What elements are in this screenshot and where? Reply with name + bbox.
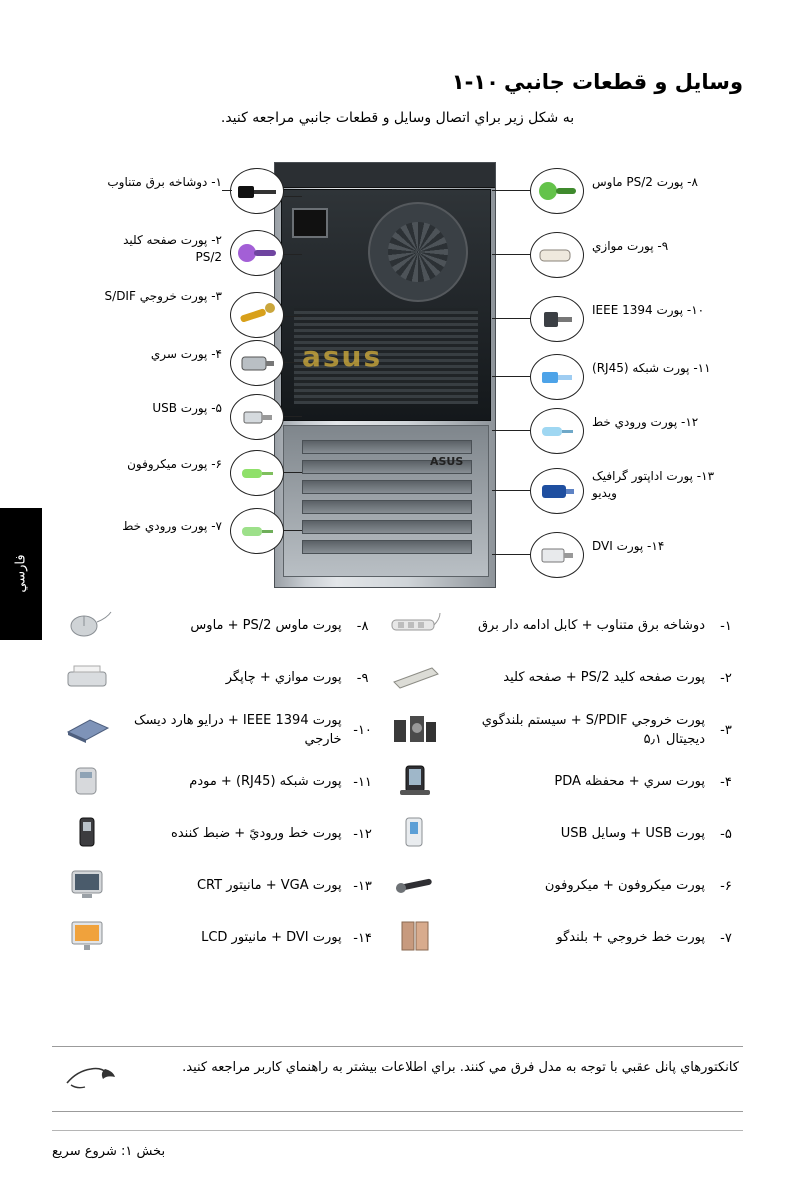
row-number-14: ۱۴- [353,930,372,946]
callout-label-3: ۳- پورت خروجي S/DIF [104,289,222,303]
callout-label-2: ۲- پورت صفحه کلید PS/2 [123,233,222,265]
callout-label-4: ۴- پورت سري [150,347,222,361]
row-text-11: پورت شبکه (RJ45) + مودم [189,774,342,790]
dvi-icon [530,532,584,578]
asus-watermark: asus [302,340,383,373]
table-row [52,704,743,756]
row-number-9: ۹- [356,670,369,686]
footer-rule [52,1130,743,1131]
page-title [52,70,743,94]
callout-label-9: ۹- پورت موازي [592,239,669,253]
row-text-9: پورت موازي + چاپگر [225,670,342,686]
power-strip-icon [380,600,450,652]
row-text-7: پورت خط خروجي + بلندگو [556,930,705,946]
callout-label-11: ۱۱- پورت شبکه (RJ45) [592,361,711,375]
page-subtitle: به شکل زیر براي اتصال وسایل و قطعات جانبي مراجعه کنید. [220,110,575,126]
serial-port-icon [230,340,284,386]
row-number-8: ۸- [356,618,369,634]
spdif-icon [230,292,284,338]
note-box [52,1046,743,1112]
row-text-3: پورت خروجي S/PDIF + سیستم بلندگوي دیجیتال ۵٫۱ [481,712,705,747]
table-row [52,860,743,912]
note-bottom-rule [52,1111,743,1112]
speakers-icon [380,912,450,964]
language-side-tab [0,508,42,640]
peripherals-table [52,600,743,964]
printer-icon [52,652,122,704]
modem-icon [52,756,122,808]
row-text-2: پورت صفحه کلید PS/2 + صفحه کلید [503,670,705,686]
psu-fan-icon [368,202,468,302]
keyboard-icon [380,652,450,704]
note-text: کانکتورهاي پانل عقبي با توجه به مدل فرق مي کنند. براي اطلاعات بیشتر به راهنماي کاربر مراجعه کنید. [182,1060,739,1075]
row-number-13: ۱۳- [353,878,372,894]
row-text-5: پورت USB + وسایل USB [560,826,705,842]
speaker-system-icon [380,704,450,756]
row-text-4: پورت سري + محفظه PDA [554,774,705,790]
row-text-12: پورت خط وروديً + ضبط کننده [171,826,342,842]
row-number-10: ۱۰- [353,722,372,738]
vga-adapter-icon [530,468,584,514]
row-number-6: ۶- [720,878,732,894]
microphone-icon [380,860,450,912]
callout-label-12: ۱۲- پورت ورودي خط [592,415,699,429]
row-text-8: پورت ماوس PS/2 + ماوس [190,618,342,634]
microphone-jack-icon [230,450,284,496]
ieee1394-icon [530,296,584,342]
row-number-11: ۱۱- [353,774,372,790]
lcd-monitor-icon [52,912,122,964]
section-number: ۱-۱۰ [451,70,499,94]
row-number-1: ۱- [720,618,732,634]
row-text-6: پورت میکروفون + میکروفون [544,878,705,894]
row-number-2: ۲- [720,670,732,686]
computer-chassis [274,162,496,588]
recorder-icon [52,808,122,860]
chassis-brand-label: ASUS [430,455,464,468]
footer-text: بخش ۱: شروع سریع [52,1144,166,1159]
usb-icon [230,394,284,440]
table-row [52,808,743,860]
line-in-jack-icon [230,508,284,554]
expansion-slot-area [283,425,489,577]
callout-label-8: ۸- پورت PS/2 ماوس [592,175,698,189]
row-text-13: پورت VGA + مانیتور CRT [196,878,342,894]
pda-cradle-icon [380,756,450,808]
callout-label-7: ۷- پورت ورودي خط [122,519,222,533]
callout-label-1: ۱- دوشاخه برق متناوب [107,175,222,189]
psu-power-socket [292,208,328,238]
side-tab-label: فارسي [13,554,29,593]
rj45-icon [530,354,584,400]
hand-note-icon [56,1057,126,1099]
ps2-mouse-icon [530,168,584,214]
row-text-14: پورت DVI + مانیتور LCD [201,930,342,946]
row-number-4: ۴- [720,774,732,790]
table-row [52,600,743,652]
table-row [52,756,743,808]
callout-label-13: ۱۳- پورت اداپتور گرافیک ویدیو [592,469,715,501]
callout-label-6: ۶- پورت میکروفون [127,457,222,471]
line-out-jack-icon [530,408,584,454]
callout-label-14: ۱۴- پورت DVI [592,539,665,553]
parallel-port-icon [530,232,584,278]
usb-device-icon [380,808,450,860]
row-text-10: پورت IEEE 1394 + درایو هارد دیسک خارجي [133,712,342,747]
crt-monitor-icon [52,860,122,912]
callout-label-10: ۱۰- پورت IEEE 1394 [592,303,705,317]
chassis-top-edge [275,163,495,188]
io-panel [281,189,491,421]
callout-label-5: ۵- پورت USB [152,401,222,415]
row-number-3: ۳- [720,722,732,738]
table-row [52,652,743,704]
ps2-keyboard-icon [230,230,284,276]
table-row [52,912,743,964]
section-title: وسایل و قطعات جانبي [504,70,743,94]
row-text-1: دوشاخه برق متناوب + کابل ادامه دار برق [477,618,705,634]
rear-panel-diagram [40,150,755,590]
external-hdd-icon [52,704,122,756]
mouse-icon [52,600,122,652]
row-number-12: ۱۲- [353,826,372,842]
row-number-7: ۷- [720,930,732,946]
row-number-5: ۵- [720,826,732,842]
power-connector-icon [230,168,284,214]
